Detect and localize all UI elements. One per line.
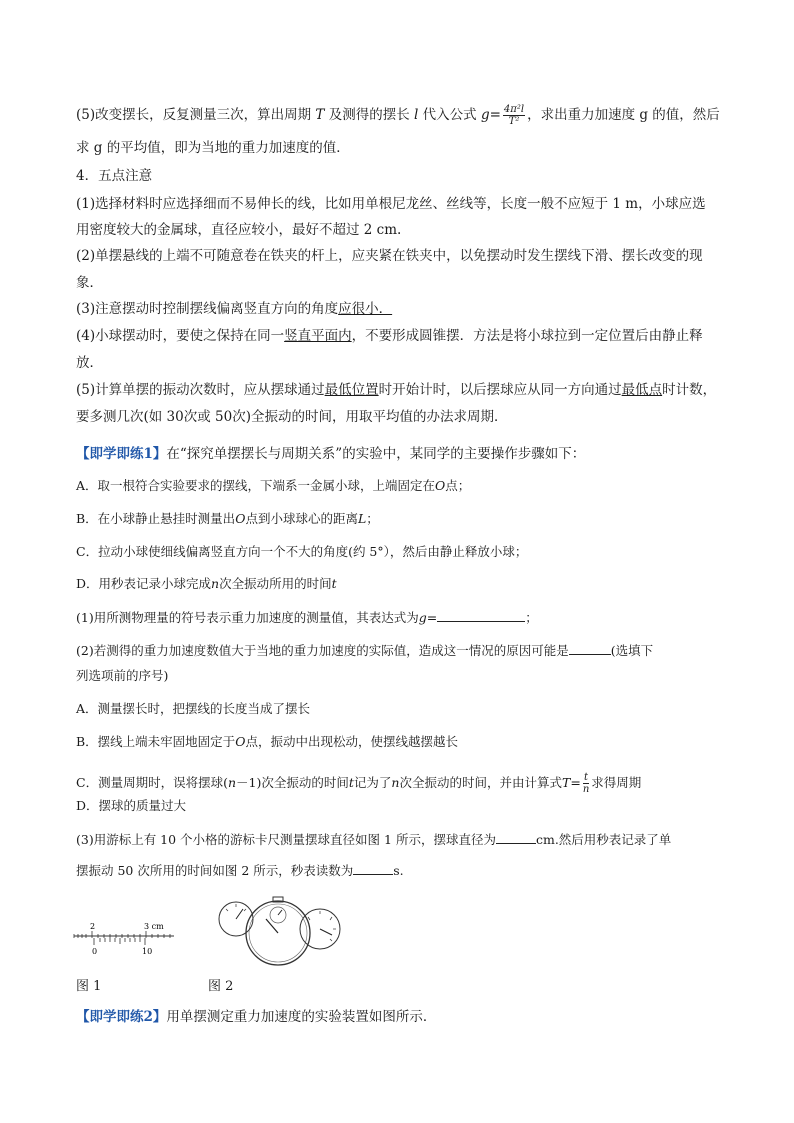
figure1-caption: 图 1: [76, 979, 102, 994]
note1-line1: (1)选择材料时应选择细而不易伸长的线，比如用单根尼龙丝、丝线等，长度一般不应短于 1 m，小球应选: [76, 196, 706, 212]
ex1-option-d: D．摆球的质量过大: [76, 798, 187, 813]
caliper-label-0: 0: [92, 947, 98, 956]
answer-blank-q2[interactable]: [569, 641, 611, 655]
note5-line1: (5)计算单摆的振动次数时，应从摆球通过最低位置时开始计时，以后摆球应从同一方向通过最低点时计数，: [76, 382, 717, 398]
ex1-step-b: B．在小球静止悬挂时测量出O点到小球球心的距离L；: [76, 511, 379, 526]
answer-blank-q1[interactable]: [437, 608, 525, 622]
exercise1-tag: 【即学即练1】: [76, 446, 167, 462]
caliper-label-3cm: 3 cm: [144, 922, 164, 931]
stopwatch-figure: [208, 895, 348, 967]
caliper-label-10: 10: [142, 947, 153, 956]
note2-line2: 象．: [76, 275, 103, 291]
note3: (3)注意摆动时控制摆线偏离竖直方向的角度应很小．: [76, 301, 393, 317]
ex1-question2-line1: (2)若测得的重力加速度数值大于当地的重力加速度的实际值，造成这一情况的原因可能是 (选填下: [76, 643, 654, 658]
step5-line2: 求 g 的平均值，即为当地的重力加速度的值．: [76, 140, 350, 156]
ex1-step-c: C．拉动小球使细线偏离竖直方向一个不大的角度(约 5°），然后由静止释放小球；: [76, 544, 528, 559]
note4-line2: 放．: [76, 355, 103, 371]
note2-line1: (2)单摆悬线的上端不可随意卷在铁夹的杆上，应夹紧在铁夹中，以免摆动时发生摆线下滑、摆长改变的现: [76, 248, 703, 264]
vernier-caliper-figure: [70, 918, 180, 960]
ex1-question2-line2: 列选项前的序号): [76, 668, 169, 683]
note5-line2: 要多测几次(如 30次或 50次)全振动的时间，用取平均值的办法求周期．: [76, 409, 508, 425]
second-hand: [266, 919, 278, 933]
figure2-caption: 图 2: [208, 979, 234, 994]
ex1-step-a: A．取一根符合实验要求的摆线，下端系一金属小球，上端固定在O点；: [76, 478, 471, 493]
ex1-option-b: B．摆线上端未牢固地固定于O点，振动中出现松动，使摆线越摆越长: [76, 734, 458, 749]
formula-fraction: $\frac{\text{4π²l}}{\text{T²}}$: [503, 104, 525, 127]
ex1-step-d: D．用秒表记录小球完成n次全振动所用的时间t: [76, 576, 337, 591]
ex1-question1: (1)用所测物理量的符号表示重力加速度的测量值，其表达式为g= ；: [76, 610, 538, 625]
answer-blank-stopwatch[interactable]: [353, 861, 393, 875]
caliper-label-2: 2: [90, 922, 96, 931]
answer-blank-diameter[interactable]: [496, 830, 536, 844]
ex1-question3-line2: 摆振动 50 次所用的时间如图 2 所示，秒表读数为 s.: [76, 863, 404, 878]
exercise2-intro: 【即学即练2】用单摆测定重力加速度的实验装置如图所示．: [76, 1009, 437, 1025]
note1-line2: 用密度较大的金属球，直径应较小，最好不超过 2 cm.: [76, 222, 402, 238]
period-fraction: $\frac{t}{n}$: [582, 772, 590, 795]
note4-line1: (4)小球摆动时，要使之保持在同一竖直平面内，不要形成圆锥摆．方法是将小球拉到一定位置后由静止释: [76, 328, 703, 344]
step5-line1: (5)改变摆长，反复测量三次，算出周期 T 及测得的摆长 l 代入公式 g= $\frac{\text{4π²l}}{\text{T²}}$ ，求出重力加速度 g 的值，然后: [76, 104, 720, 127]
exercise1-intro: 【即学即练1】在“探究单摆摆长与周期关系”的实验中，某同学的主要操作步骤如下：: [76, 446, 586, 462]
ex1-question3-line1: (3)用游标上有 10 个小格的游标卡尺测量摆球直径如图 1 所示，摆球直径为 cm.然后用秒表记录了单: [76, 832, 672, 847]
ex1-option-c: C．测量周期时，误将摆球(n－1)次全振动的时间t记为了n次全振动的时间，并由计算式T= $\frac{t}{n}$ 求得周期: [76, 772, 642, 795]
section-title: 4．五点注意: [76, 168, 153, 184]
minute-hand: [278, 910, 282, 915]
ex1-option-a: A．测量摆长时，把摆线的长度当成了摆长: [76, 701, 311, 716]
exercise2-tag: 【即学即练2】: [76, 1009, 167, 1025]
